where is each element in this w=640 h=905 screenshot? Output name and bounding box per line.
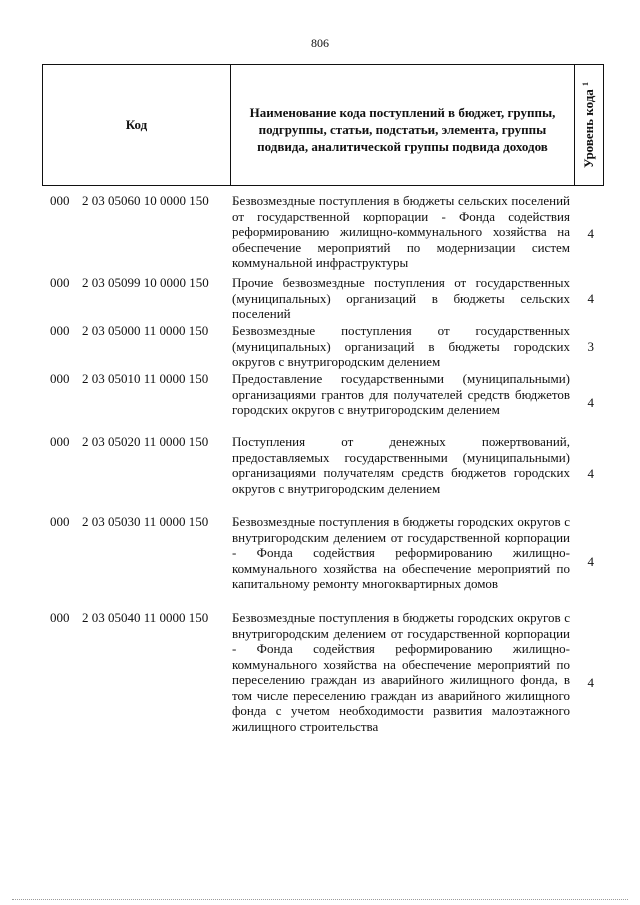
header-name: Наименование кода поступлений в бюджет, группы, подгруппы, статьи, подстатьи, элемента, группы подвида, аналитической группы подвида доходов [231, 65, 575, 185]
table-header [42, 64, 604, 186]
row-level: 3 [587, 339, 594, 354]
row-code: 2 03 05010 11 0000 150 [82, 371, 209, 386]
row-description: Предоставление государственными (муниципальными) организациями грантов для получателей средств бюджетов городских округов с внутригородским делением [232, 371, 570, 417]
row-level: 4 [587, 466, 594, 481]
row-description: Безвозмездные поступления в бюджеты сельских поселений от государственной корпорации - Фонда содействия реформированию жилищно-коммунального хозяйства на обеспечение мероприятий по модернизации систем коммунальной инфраструктуры [232, 193, 570, 270]
row-prefix: 000 [50, 323, 70, 338]
table-row [42, 434, 604, 514]
header-level-label [581, 82, 597, 168]
row-prefix: 000 [50, 275, 70, 290]
table-body [42, 193, 604, 755]
row-description: Безвозмездные поступления в бюджеты городских округов с внутригородским делением от государственной корпорации - Фонда содействия реформированию жилищно-коммунального хозяйства на обеспечение мероприятий по переселению граждан из аварийного жилищного фонда, в том числе переселению граждан из аварийного жилищного фонда с учетом необходимости развития малоэтажного жилищного строительства [232, 610, 570, 734]
row-prefix: 000 [50, 193, 70, 208]
row-code: 2 03 05060 10 0000 150 [82, 193, 209, 208]
row-level: 4 [587, 291, 594, 306]
row-description: Безвозмездные поступления в бюджеты городских округов с внутригородским делением от государственной корпорации - Фонда содействия реформированию жилищно-коммунального хозяйства на обеспечение мероприятий по капитальному ремонту многоквартирных домов [232, 514, 570, 591]
row-level: 4 [587, 554, 594, 569]
table-row [42, 193, 604, 275]
row-code: 2 03 05000 11 0000 150 [82, 323, 209, 338]
row-code: 2 03 05040 11 0000 150 [82, 610, 209, 625]
table-row [42, 610, 604, 755]
row-code: 2 03 05030 11 0000 150 [82, 514, 209, 529]
table-row [42, 323, 604, 371]
header-level-footnote: 1 [580, 81, 590, 86]
row-description: Поступления от денежных пожертвований, предоставляемых государственными (муниципальными) организациями получателям средств бюджетов городских округов с внутригородским делением [232, 434, 570, 496]
header-level-text: Уровень кода [581, 89, 597, 169]
row-prefix: 000 [50, 371, 70, 386]
row-prefix: 000 [50, 610, 70, 625]
row-code: 2 03 05099 10 0000 150 [82, 275, 209, 290]
table-row [42, 514, 604, 610]
page-bottom-rule [12, 899, 628, 900]
row-description: Безвозмездные поступления от государственных (муниципальных) организаций в бюджеты городских округов с внутригородским делением [232, 323, 570, 369]
header-level [575, 65, 603, 185]
row-prefix: 000 [50, 514, 70, 529]
row-level: 4 [587, 674, 594, 690]
header-code: Код [43, 65, 231, 185]
row-level: 4 [587, 226, 594, 241]
row-level: 4 [587, 394, 594, 410]
row-code: 2 03 05020 11 0000 150 [82, 434, 209, 449]
table-row [42, 371, 604, 434]
row-description: Прочие безвозмездные поступления от государственных (муниципальных) организаций в бюджеты сельских поселений [232, 275, 570, 321]
row-prefix: 000 [50, 434, 70, 449]
table-row [42, 275, 604, 323]
page-number: 806 [311, 36, 329, 50]
